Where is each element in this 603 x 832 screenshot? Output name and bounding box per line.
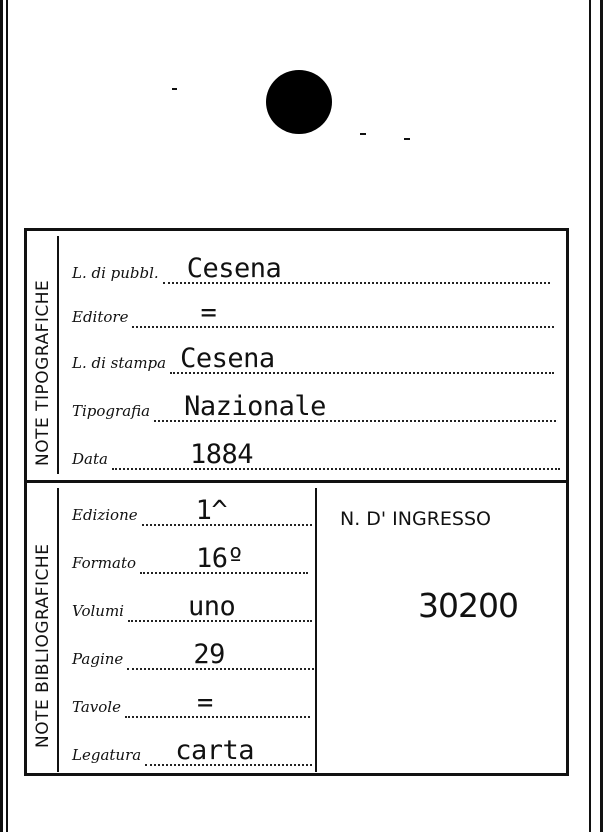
card-edge-right-inner	[589, 0, 591, 832]
field-tipografia	[72, 390, 556, 422]
note-bibliografiche-label: NOTE BIBLIOGRAFICHE	[33, 543, 53, 748]
field-line	[163, 252, 550, 284]
ingresso-divider	[315, 488, 317, 772]
field-line	[125, 686, 310, 718]
field-value: =	[196, 687, 213, 718]
field-label: L. di pubbl.	[72, 264, 159, 282]
field-formato	[72, 542, 308, 574]
field-luogo-pubblicazione	[72, 252, 550, 284]
field-value: uno	[187, 591, 236, 622]
field-value: 16º	[196, 543, 244, 574]
field-label: Legatura	[72, 746, 142, 764]
field-line	[154, 390, 556, 422]
ingresso-title: N. D' INGRESSO	[340, 508, 492, 530]
ink-speck	[404, 138, 410, 140]
field-value: Cesena	[180, 343, 275, 374]
field-tavole	[72, 686, 310, 718]
side-label-rule	[57, 236, 59, 474]
field-line	[142, 494, 312, 526]
field-line	[112, 438, 560, 470]
punch-hole	[266, 70, 332, 134]
card-edge-left	[0, 0, 3, 832]
field-value: Nazionale	[184, 391, 326, 422]
field-label: Pagine	[72, 650, 124, 668]
field-label: L. di stampa	[72, 354, 167, 372]
field-label: Data	[72, 450, 108, 468]
field-line	[128, 590, 312, 622]
field-editore	[72, 296, 554, 328]
field-pagine	[72, 638, 314, 670]
field-line	[140, 542, 308, 574]
field-value: Cesena	[186, 253, 282, 284]
field-label: Edizione	[72, 506, 138, 524]
field-luogo-stampa	[72, 342, 554, 374]
field-line	[132, 296, 554, 328]
field-value: 1^	[195, 495, 228, 526]
note-tipografiche-label: NOTE TIPOGRAFICHE	[33, 279, 53, 466]
field-volumi	[72, 590, 312, 622]
field-label: Editore	[72, 308, 129, 326]
field-value: 1884	[189, 439, 253, 470]
section-divider	[27, 480, 567, 483]
field-data	[72, 438, 560, 470]
field-value: =	[200, 297, 217, 328]
ingresso-number: 30200	[418, 586, 518, 625]
field-label: Formato	[72, 554, 137, 572]
field-edizione	[72, 494, 312, 526]
field-legatura	[72, 734, 312, 766]
field-label: Tavole	[72, 698, 121, 716]
field-value: carta	[175, 735, 254, 766]
field-label: Volumi	[72, 602, 124, 620]
field-line	[127, 638, 314, 670]
ink-speck	[360, 133, 366, 135]
field-label: Tipografia	[72, 402, 151, 420]
ink-speck	[172, 88, 177, 90]
field-value: 29	[193, 639, 225, 670]
card-edge-left-inner	[6, 0, 8, 832]
field-line	[170, 342, 554, 374]
field-line	[145, 734, 312, 766]
side-label-rule	[57, 488, 59, 772]
